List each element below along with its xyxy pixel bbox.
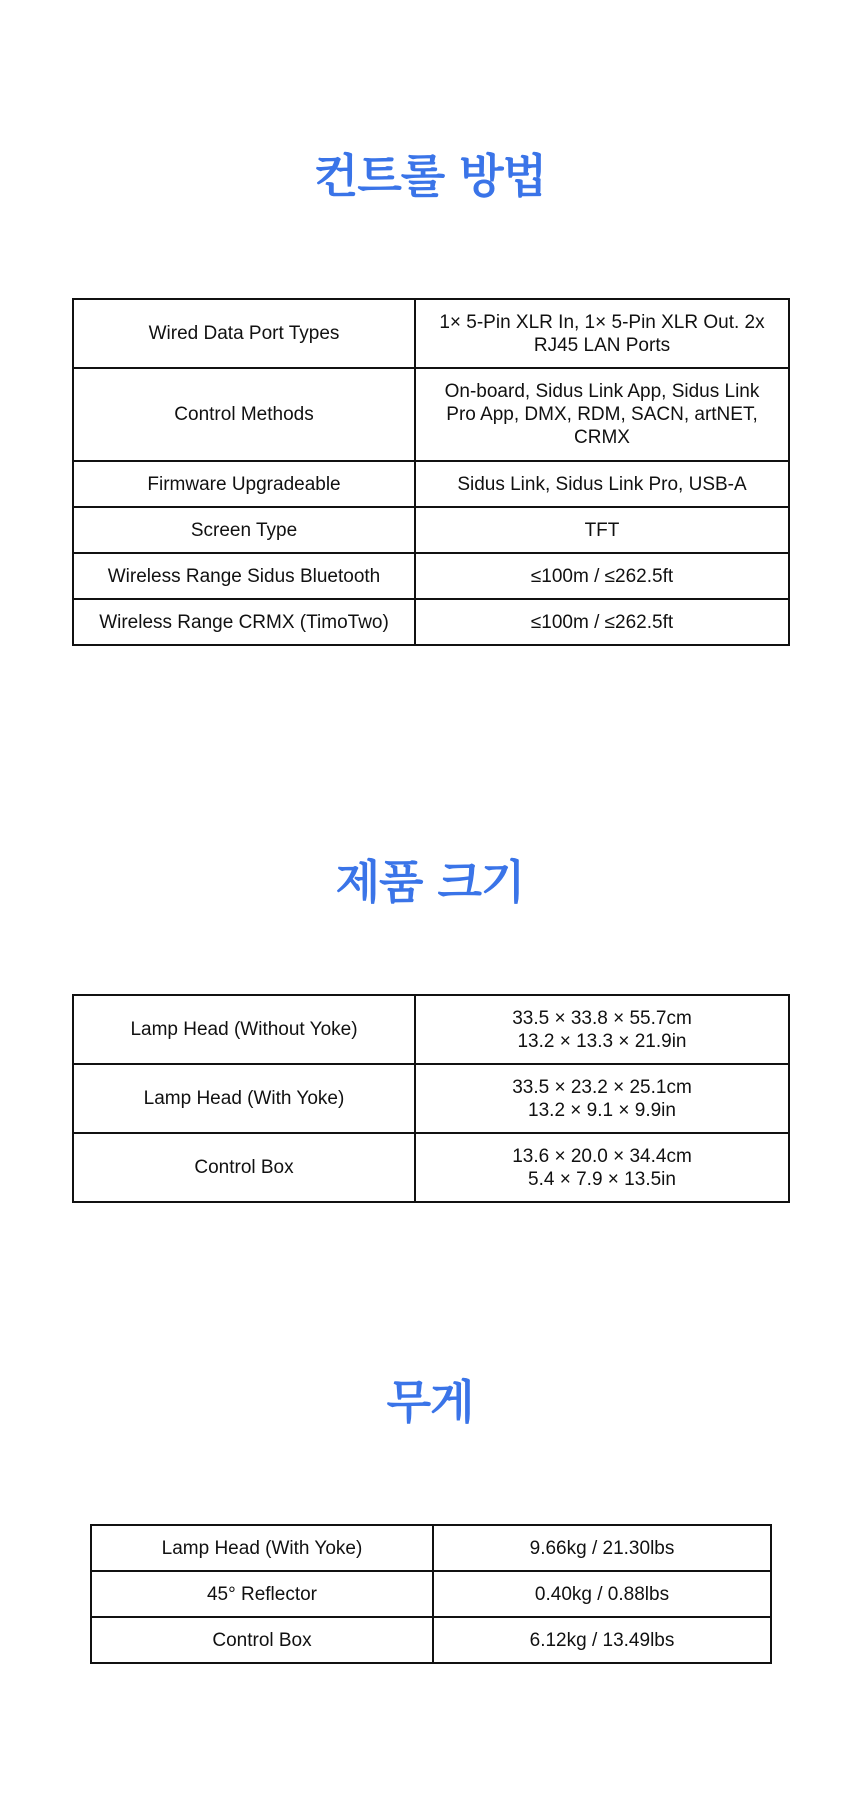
row-label: Wireless Range CRMX (TimoTwo) (73, 599, 415, 645)
section-title-control: 컨트롤 방법 (313, 149, 547, 203)
row-value: 9.66kg / 21.30lbs (433, 1525, 771, 1571)
value-line: 5.4 × 7.9 × 13.5in (528, 1168, 676, 1190)
value-line: 1× 5-Pin XLR In, 1× 5-Pin XLR Out. 2x (439, 311, 765, 333)
table-row (73, 1064, 789, 1133)
row-value (415, 368, 789, 461)
section-title-size: 제품 크기 (335, 855, 525, 909)
row-value: ≤100m / ≤262.5ft (415, 599, 789, 645)
row-value (415, 1133, 789, 1202)
row-label: Lamp Head (With Yoke) (73, 1064, 415, 1133)
row-value: ≤100m / ≤262.5ft (415, 553, 789, 599)
value-line: 33.5 × 33.8 × 55.7cm (512, 1007, 692, 1029)
value-line: RJ45 LAN Ports (533, 334, 671, 356)
row-label: Firmware Upgradeable (73, 461, 415, 507)
table-row (91, 1571, 771, 1617)
row-label: Control Box (91, 1617, 433, 1663)
spec-table-control (72, 298, 790, 646)
value-line: 13.6 × 20.0 × 34.4cm (512, 1145, 692, 1167)
table-row (91, 1525, 771, 1571)
value-line: 13.2 × 9.1 × 9.9in (528, 1099, 676, 1121)
row-value: 6.12kg / 13.49lbs (433, 1617, 771, 1663)
row-value: TFT (415, 507, 789, 553)
value-line: 13.2 × 13.3 × 21.9in (517, 1030, 687, 1052)
table-row (73, 995, 789, 1064)
table-row (73, 368, 789, 461)
row-label: Wireless Range Sidus Bluetooth (73, 553, 415, 599)
value-line: 33.5 × 23.2 × 25.1cm (512, 1076, 692, 1098)
value-line: CRMX (574, 427, 630, 448)
row-label: Screen Type (73, 507, 415, 553)
row-value (415, 995, 789, 1064)
row-label: Control Box (73, 1133, 415, 1202)
row-value: 0.40kg / 0.88lbs (433, 1571, 771, 1617)
row-value: Sidus Link, Sidus Link Pro, USB-A (415, 461, 789, 507)
row-label: Control Methods (73, 368, 415, 461)
row-value (415, 299, 789, 368)
section-title-weight: 무게 (386, 1375, 474, 1429)
table-row (73, 1133, 789, 1202)
row-label: Wired Data Port Types (73, 299, 415, 368)
spec-table-weight (90, 1524, 772, 1664)
table-row (73, 461, 789, 507)
row-value (415, 1064, 789, 1133)
value-line: On-board, Sidus Link App, Sidus Link (444, 381, 760, 402)
row-label: 45° Reflector (91, 1571, 433, 1617)
table-row (73, 299, 789, 368)
table-row (73, 553, 789, 599)
table-row (73, 599, 789, 645)
table-row (91, 1617, 771, 1663)
spec-table-size (72, 994, 790, 1203)
row-label: Lamp Head (With Yoke) (91, 1525, 433, 1571)
table-row (73, 507, 789, 553)
value-line: Pro App, DMX, RDM, SACN, artNET, (446, 404, 758, 425)
row-label: Lamp Head (Without Yoke) (73, 995, 415, 1064)
